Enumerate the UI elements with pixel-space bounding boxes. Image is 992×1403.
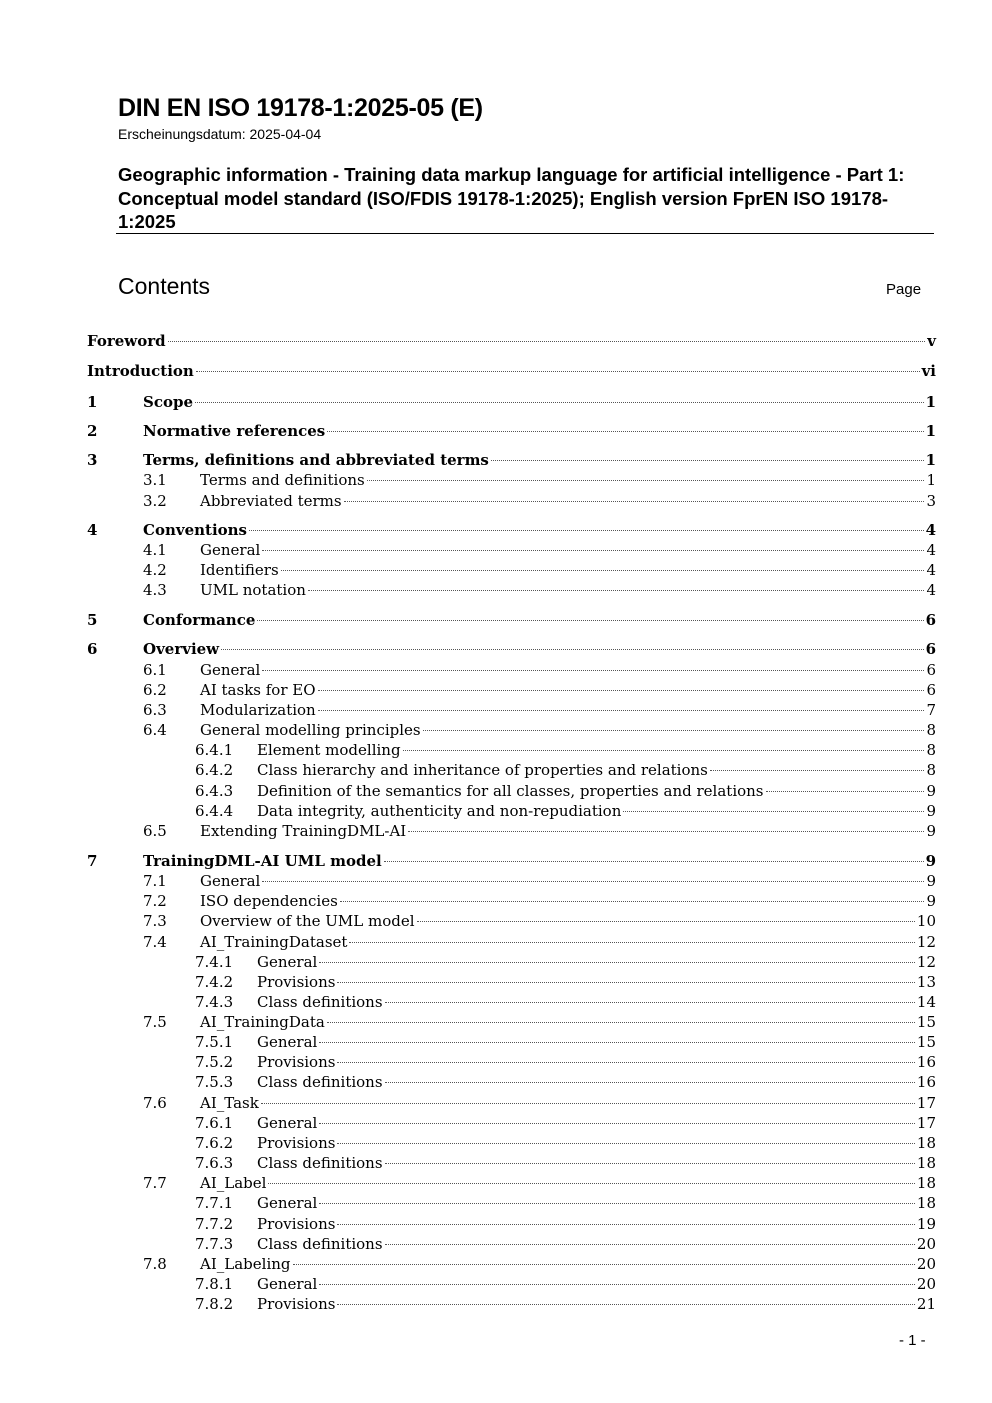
toc-entry-number: 5 (87, 611, 98, 629)
toc-entry-page: 20 (916, 1275, 936, 1293)
toc-dot-leader (196, 371, 920, 372)
toc-entry-number: 7.7.1 (195, 1194, 234, 1212)
toc-dot-leader (257, 620, 923, 621)
toc-entry-number: 7.8.1 (195, 1275, 234, 1293)
toc-entry-number: 6 (87, 640, 98, 658)
toc-entry[interactable] (87, 421, 936, 442)
toc-entry[interactable] (87, 450, 936, 471)
toc-dot-leader (281, 570, 925, 571)
toc-entry[interactable] (87, 760, 936, 781)
toc-entry-page: 3 (926, 492, 936, 510)
toc-dot-leader (766, 791, 925, 792)
toc-entry-label: AI_TrainingData (200, 1013, 325, 1031)
toc-entry[interactable] (87, 700, 936, 721)
toc-entry-number: 6.3 (143, 701, 167, 719)
toc-dot-leader (337, 1304, 914, 1305)
toc-entry-page: 4 (925, 521, 936, 539)
toc-entry-label: Element modelling (257, 741, 401, 759)
toc-entry-page: 17 (916, 1114, 936, 1132)
toc-entry-number: 7.4.3 (195, 993, 234, 1011)
toc-entry-number: 4.2 (143, 561, 167, 579)
toc-dot-leader (262, 670, 924, 671)
toc-entry-page: 16 (916, 1053, 936, 1071)
toc-entry-number: 7.5.1 (195, 1033, 234, 1051)
toc-dot-leader (385, 1163, 915, 1164)
toc-dot-leader (367, 480, 925, 481)
toc-dot-leader (308, 590, 925, 591)
toc-dot-leader (221, 649, 923, 650)
toc-dot-leader (385, 1244, 915, 1245)
toc-dot-leader (337, 1224, 914, 1225)
toc-entry-number: 7.4 (143, 933, 167, 951)
toc-entry[interactable] (87, 660, 936, 681)
toc-entry-page: vi (921, 362, 936, 380)
toc-entry[interactable] (87, 1012, 936, 1033)
toc-entry-label: Provisions (257, 1215, 336, 1233)
toc-entry-number: 6.2 (143, 681, 167, 699)
toc-entry[interactable] (87, 491, 936, 512)
toc-entry[interactable] (87, 1072, 936, 1093)
toc-dot-leader (261, 1103, 915, 1104)
toc-entry[interactable] (87, 1193, 936, 1214)
toc-dot-leader (349, 942, 914, 943)
toc-entry[interactable] (87, 1032, 936, 1053)
toc-entry[interactable] (87, 392, 936, 413)
toc-entry[interactable] (87, 1093, 936, 1114)
toc-entry[interactable] (87, 540, 936, 561)
toc-entry-number: 7.7.2 (195, 1215, 234, 1233)
toc-entry-number: 6.4.1 (195, 741, 234, 759)
toc-dot-leader (168, 341, 926, 342)
toc-dot-leader (319, 1203, 915, 1204)
toc-entry-number: 6.5 (143, 822, 167, 840)
toc-entry[interactable] (87, 1294, 936, 1315)
toc-entry-number: 7.6.3 (195, 1154, 234, 1172)
toc-entry[interactable] (87, 952, 936, 973)
toc-entry[interactable] (87, 1153, 936, 1174)
toc-entry-number: 7.1 (143, 872, 167, 890)
toc-entry-page: 20 (916, 1255, 936, 1273)
toc-entry-label: Provisions (257, 1295, 336, 1313)
toc-entry-page: 4 (926, 561, 936, 579)
publication-date: Erscheinungsdatum: 2025-04-04 (118, 126, 322, 142)
document-title: Geographic information - Training data markup language for artificial intelligence - Part 1: Conceptual model standard (ISO/FDIS 19178-1:2025); English version FprEN ISO 19178-1:2025 (118, 164, 905, 232)
toc-entry-page: 21 (916, 1295, 936, 1313)
toc-entry[interactable] (87, 680, 936, 701)
toc-entry-page: 19 (916, 1215, 936, 1233)
toc-entry-page: 4 (926, 581, 936, 599)
toc-entry-number: 6.4.3 (195, 782, 234, 800)
toc-entry-page: 18 (916, 1154, 936, 1172)
toc-entry-page: 15 (916, 1013, 936, 1031)
toc-entry-page: 6 (926, 661, 936, 679)
toc-dot-leader (623, 811, 924, 812)
toc-entry-number: 7.8 (143, 1255, 167, 1273)
page-column-heading: Page (886, 281, 922, 298)
toc-entry-page: 15 (916, 1033, 936, 1051)
toc-entry-page: 18 (916, 1134, 936, 1152)
toc-entry-number: 1 (87, 393, 98, 411)
toc-entry-number: 7.6 (143, 1094, 167, 1112)
toc-entry[interactable] (87, 520, 936, 541)
toc-entry-label: Overview of the UML model (200, 912, 415, 930)
toc-dot-leader (344, 501, 925, 502)
toc-dot-leader (491, 460, 924, 461)
toc-entry[interactable] (87, 580, 936, 601)
toc-entry-number: 7.2 (143, 892, 167, 910)
toc-entry-number: 7.7.3 (195, 1235, 234, 1253)
toc-entry-page: 12 (916, 953, 936, 971)
toc-dot-leader (327, 1022, 915, 1023)
toc-entry-label: Class hierarchy and inheritance of properties and relations (257, 761, 708, 779)
toc-entry-label: General modelling principles (200, 721, 421, 739)
toc-entry-label: Definition of the semantics for all classes, properties and relations (257, 782, 764, 800)
toc-entry-label: Modularization (200, 701, 316, 719)
toc-entry-number: 6.4.4 (195, 802, 234, 820)
toc-entry-page: 6 (925, 640, 936, 658)
toc-entry-page: 10 (916, 912, 936, 930)
toc-entry-number: 7.5.2 (195, 1053, 234, 1071)
toc-dot-leader (262, 881, 924, 882)
toc-entry[interactable] (87, 639, 936, 660)
toc-entry[interactable] (87, 331, 936, 352)
toc-dot-leader (318, 690, 925, 691)
toc-entry-label: Terms and definitions (200, 471, 365, 489)
toc-entry-number: 7.4.1 (195, 953, 234, 971)
toc-entry-number: 7.3 (143, 912, 167, 930)
toc-entry[interactable] (87, 1133, 936, 1154)
toc-entry[interactable] (87, 851, 936, 872)
toc-entry-label: TrainingDML-AI UML model (143, 852, 382, 870)
toc-entry-label: Provisions (257, 973, 336, 991)
toc-entry[interactable] (87, 560, 936, 581)
toc-entry-label: Introduction (87, 362, 194, 380)
toc-entry-label: General (257, 953, 318, 971)
toc-entry-page: 1 (925, 422, 936, 440)
toc-entry[interactable] (87, 1173, 936, 1194)
toc-entry[interactable] (87, 720, 936, 741)
toc-entry-number: 7.6.2 (195, 1134, 234, 1152)
toc-entry[interactable] (87, 1254, 936, 1275)
toc-entry[interactable] (87, 992, 936, 1013)
toc-dot-leader (195, 402, 924, 403)
toc-entry[interactable] (87, 781, 936, 802)
toc-entry-page: 12 (916, 933, 936, 951)
toc-entry-page: 8 (926, 741, 936, 759)
toc-entry-number: 6.4 (143, 721, 167, 739)
toc-entry-page: 9 (926, 892, 936, 910)
toc-entry-page: 9 (926, 782, 936, 800)
toc-entry-label: Foreword (87, 332, 166, 350)
toc-entry-label: Extending TrainingDML-AI (200, 822, 407, 840)
toc-entry[interactable] (87, 972, 936, 993)
document-code: DIN EN ISO 19178-1:2025-05 (E) (118, 94, 483, 122)
toc-entry[interactable] (87, 470, 936, 491)
toc-entry-page: 9 (926, 802, 936, 820)
toc-entry-number: 4 (87, 521, 98, 539)
toc-entry-number: 7.8.2 (195, 1295, 234, 1313)
toc-entry-page: 9 (926, 822, 936, 840)
toc-entry[interactable] (87, 891, 936, 912)
toc-dot-leader (340, 901, 925, 902)
contents-heading: Contents (118, 273, 211, 299)
toc-dot-leader (327, 431, 923, 432)
page-number: - 1 - (899, 1332, 926, 1349)
toc-entry-label: AI_TrainingDataset (200, 933, 348, 951)
toc-entry-label: UML notation (200, 581, 306, 599)
toc-entry-number: 3.2 (143, 492, 167, 510)
toc-entry-page: 18 (916, 1194, 936, 1212)
toc-entry-label: Provisions (257, 1053, 336, 1071)
toc-dot-leader (710, 770, 925, 771)
toc-entry-label: ISO dependencies (200, 892, 338, 910)
toc-entry-number: 7 (87, 852, 98, 870)
toc-entry-label: Overview (143, 640, 220, 658)
toc-entry-page: 4 (926, 541, 936, 559)
toc-entry-label: AI_Task (200, 1094, 259, 1112)
toc-dot-leader (319, 1123, 915, 1124)
toc-entry-label: AI_Label (200, 1174, 267, 1192)
toc-entry-label: Class definitions (257, 1073, 383, 1091)
toc-entry[interactable] (87, 821, 936, 842)
toc-entry-page: 16 (916, 1073, 936, 1091)
toc-entry-label: General (257, 1194, 318, 1212)
toc-entry-number: 4.1 (143, 541, 167, 559)
toc-entry-page: 9 (926, 872, 936, 890)
toc-dot-leader (319, 962, 915, 963)
toc-entry[interactable] (87, 1113, 936, 1134)
toc-dot-leader (403, 750, 925, 751)
toc-dot-leader (408, 831, 924, 832)
toc-entry-page: 18 (916, 1174, 936, 1192)
toc-entry-label: General (257, 1275, 318, 1293)
toc-entry-page: 6 (926, 681, 936, 699)
toc-entry-number: 6.4.2 (195, 761, 234, 779)
toc-entry-number: 3.1 (143, 471, 167, 489)
toc-entry-label: General (200, 541, 261, 559)
toc-dot-leader (337, 1143, 914, 1144)
toc-entry-label: Conventions (143, 521, 247, 539)
toc-dot-leader (385, 1082, 915, 1083)
toc-dot-leader (293, 1264, 915, 1265)
toc-entry[interactable] (87, 610, 936, 631)
toc-entry-label: General (257, 1033, 318, 1051)
toc-entry-page: 7 (926, 701, 936, 719)
toc-entry-page: 1 (926, 471, 936, 489)
toc-dot-leader (268, 1183, 914, 1184)
toc-entry-label: Conformance (143, 611, 256, 629)
toc-entry-page: 6 (925, 611, 936, 629)
toc-entry[interactable] (87, 1052, 936, 1073)
toc-dot-leader (319, 1284, 915, 1285)
toc-entry-page: 20 (916, 1235, 936, 1253)
toc-entry-label: Class definitions (257, 1154, 383, 1172)
toc-entry-label: Identifiers (200, 561, 279, 579)
toc-dot-leader (423, 730, 925, 731)
toc-entry-label: Abbreviated terms (200, 492, 342, 510)
toc-dot-leader (318, 710, 925, 711)
toc-entry[interactable] (87, 1214, 936, 1235)
toc-entry-page: v (927, 332, 936, 350)
toc-entry-number: 7.7 (143, 1174, 167, 1192)
toc-entry-number: 7.6.1 (195, 1114, 234, 1132)
toc-entry-page: 14 (916, 993, 936, 1011)
toc-entry-page: 9 (925, 852, 936, 870)
toc-entry-label: General (200, 661, 261, 679)
toc-entry[interactable] (87, 911, 936, 932)
toc-entry[interactable] (87, 361, 936, 382)
toc-dot-leader (385, 1002, 915, 1003)
toc-entry-label: Normative references (143, 422, 326, 440)
toc-entry-page: 1 (925, 393, 936, 411)
toc-entry-label: Provisions (257, 1134, 336, 1152)
toc-dot-leader (337, 1062, 914, 1063)
toc-entry-page: 8 (926, 761, 936, 779)
toc-entry[interactable] (87, 932, 936, 953)
toc-dot-leader (417, 921, 915, 922)
toc-entry-number: 7.5 (143, 1013, 167, 1031)
toc-entry-page: 1 (925, 451, 936, 469)
toc-entry-label: AI_Labeling (200, 1255, 291, 1273)
toc-entry-label: AI tasks for EO (200, 681, 316, 699)
toc-entry-number: 6.1 (143, 661, 167, 679)
toc-dot-leader (337, 982, 914, 983)
toc-entry-page: 17 (916, 1094, 936, 1112)
toc-entry-label: Class definitions (257, 993, 383, 1011)
toc-dot-leader (249, 530, 924, 531)
toc-dot-leader (262, 550, 924, 551)
toc-entry[interactable] (87, 740, 936, 761)
toc-entry-label: Data integrity, authenticity and non-repudiation (257, 802, 622, 820)
toc-entry-label: General (200, 872, 261, 890)
toc-entry-number: 3 (87, 451, 98, 469)
toc-entry[interactable] (87, 801, 936, 822)
toc-entry-page: 13 (916, 973, 936, 991)
toc-entry-label: Scope (143, 393, 194, 411)
toc-entry-number: 7.5.3 (195, 1073, 234, 1091)
toc-entry-label: Terms, definitions and abbreviated terms (143, 451, 489, 469)
toc-entry[interactable] (87, 871, 936, 892)
toc-entry-number: 7.4.2 (195, 973, 234, 991)
toc-entry-label: Class definitions (257, 1235, 383, 1253)
toc-entry-number: 4.3 (143, 581, 167, 599)
toc-entry-number: 2 (87, 422, 98, 440)
toc-dot-leader (319, 1042, 915, 1043)
toc-entry[interactable] (87, 1274, 936, 1295)
toc-entry[interactable] (87, 1234, 936, 1255)
toc-dot-leader (384, 861, 924, 862)
toc-entry-label: General (257, 1114, 318, 1132)
toc-entry-page: 8 (926, 721, 936, 739)
